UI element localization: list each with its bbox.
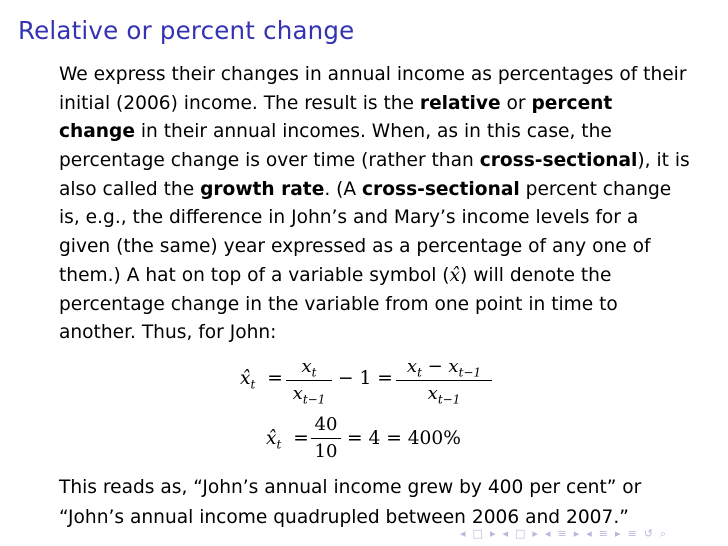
text-segment: them.) A hat on top of a variable symbol ( <box>59 264 450 286</box>
text-segment: percent change <box>519 178 672 200</box>
subsection-icon[interactable]: □ <box>515 527 527 540</box>
bold-term: cross-sectional <box>479 150 638 172</box>
back-icon[interactable]: ↺ <box>643 527 654 540</box>
eq1-frac1: $x_t$ $x_{t-1}$ <box>286 356 332 407</box>
paragraph-line <box>59 90 699 119</box>
prev-frame-icon[interactable]: ◂ <box>460 527 467 540</box>
math-symbol: x̂ <box>449 264 461 286</box>
next-appendix-icon[interactable]: ▸ <box>614 527 622 540</box>
bold-term: growth rate <box>200 178 325 200</box>
text-segment: ) will denote the <box>460 264 612 286</box>
eq1-frac2: $x_t - x_{t-1}$ $x_{t-1}$ <box>396 356 492 407</box>
slide-title: Relative or percent change <box>18 16 355 45</box>
bold-term: percent <box>531 92 613 114</box>
text-segment: is, e.g., the difference in John’s and Mary’s income levels for a <box>59 207 639 229</box>
text-segment: also called the <box>59 178 201 200</box>
next-subsection-icon[interactable]: ▸ <box>532 527 539 540</box>
paragraph-line <box>59 61 699 90</box>
eq1-minus-one: − 1 = <box>338 368 393 389</box>
closing-text <box>59 473 641 533</box>
eq1-lhs: $x̂_t$ = <box>240 368 283 392</box>
bold-term: relative <box>419 92 501 114</box>
text-segment: . (A <box>324 178 363 200</box>
bold-term: change <box>59 121 135 143</box>
paragraph-line <box>59 118 699 147</box>
text-segment: another. Thus, for John: <box>59 322 277 344</box>
frame-icon[interactable]: □ <box>472 527 484 540</box>
beamer-navigation <box>460 527 722 543</box>
closing-line: This reads as, “John’s annual income grew by 400 per cent” or <box>59 477 642 498</box>
text-segment: initial (2006) income. The result is the <box>59 92 420 114</box>
align-icon[interactable]: ≡ <box>627 527 638 540</box>
text-segment: or <box>500 92 532 114</box>
section-icon[interactable]: ≡ <box>557 527 568 540</box>
prev-subsection-icon[interactable]: ◂ <box>502 527 509 540</box>
paragraph-line <box>59 147 699 176</box>
bold-term: cross-sectional <box>362 178 520 200</box>
eq2-result: = 4 = 400% <box>347 428 461 449</box>
text-segment: percentage change is over time (rather than <box>59 150 480 172</box>
eq2-lhs: $x̂_t$ = <box>266 428 309 452</box>
text-segment: We express their changes in annual income as percentages of their <box>59 64 687 85</box>
appendix-icon[interactable]: ≡ <box>598 527 609 540</box>
prev-section-icon[interactable]: ◂ <box>544 527 552 540</box>
next-frame-icon[interactable]: ▸ <box>489 527 497 540</box>
text-segment: in their annual incomes. When, as in this case, the <box>134 121 612 143</box>
eq2-frac: 40 10 <box>311 414 341 462</box>
paragraph-line <box>59 319 699 348</box>
paragraph-line <box>59 233 699 262</box>
paragraph-line <box>59 176 699 205</box>
paragraph-line <box>59 291 699 320</box>
text-segment: given (the same) year expressed as a percentage of any one of <box>59 236 651 258</box>
text-segment: ), it is <box>637 150 690 172</box>
paragraph-line <box>59 204 699 233</box>
body-paragraph <box>59 61 699 348</box>
closing-line: “John’s annual income quadrupled between 2006 and 2007.” <box>59 507 629 528</box>
next-section-icon[interactable]: ▸ <box>573 527 581 540</box>
text-segment: percentage change in the variable from one point in time to <box>59 293 618 315</box>
prev-appendix-icon[interactable]: ◂ <box>586 527 593 540</box>
search-icon[interactable]: ⌕ <box>659 527 668 540</box>
paragraph-line <box>59 262 699 291</box>
